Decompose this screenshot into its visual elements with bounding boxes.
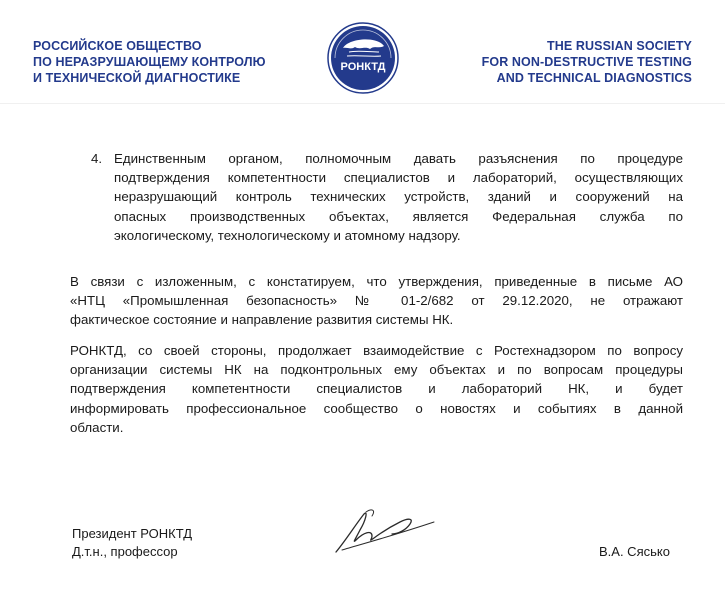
letterhead-ru-line: ПО НЕРАЗРУШАЮЩЕМУ КОНТРОЛЮ	[33, 55, 266, 69]
globe-emblem-icon	[327, 22, 399, 94]
text-line: подтверждения компетентности специалистов и лабораторий НК, и будет	[70, 381, 683, 397]
text-line: Единственным органом, полномочным давать разъяснения по процедуре	[114, 151, 683, 166]
signatory-name: В.А. Сясько	[599, 544, 670, 559]
letterhead-english-name	[482, 38, 692, 86]
signatory-title: Президент РОНКТД	[72, 526, 193, 541]
logo-text: РОНКТД	[340, 61, 386, 73]
text-line: области.	[70, 419, 124, 435]
header-divider	[0, 103, 725, 104]
letterhead-ru-line: И ТЕХНИЧЕСКОЙ ДИАГНОСТИКЕ	[33, 71, 241, 85]
text-line: «НТЦ «Промышленная безопасность» № 01-2/682 от 29.12.2020, не отражают	[70, 293, 683, 309]
handwritten-signature-icon	[322, 500, 442, 560]
text-line: РОНКТД, со своей стороны, продолжает взаимодействие с Ростехнадзором по вопросу	[70, 343, 683, 358]
cooperation-paragraph	[70, 341, 683, 437]
letterhead-en-line: THE RUSSIAN SOCIETY	[547, 39, 692, 53]
text-line: организации системы НК на подконтрольных ему объектах и по вопросам процедуры	[70, 362, 683, 378]
letterhead-ru-line: РОССИЙСКОЕ ОБЩЕСТВО	[33, 39, 202, 53]
text-line: неразрушающий контроль технических устройств, зданий и сооружений на	[114, 189, 683, 205]
letterhead-en-line: FOR NON-DESTRUCTIVE TESTING	[481, 55, 692, 69]
letterhead-russian-name	[33, 38, 266, 86]
conclusion-paragraph	[70, 272, 683, 330]
text-line: информировать профессиональное сообщество о новостях и событиях в данной	[70, 400, 683, 416]
list-item-text	[114, 149, 683, 245]
text-line: экологическому, технологическому и атомному надзору.	[114, 227, 461, 243]
list-item-number: 4.	[91, 151, 103, 166]
signatory-degree: Д.т.н., профессор	[72, 544, 178, 559]
text-line: фактическое состояние и направление развития системы НК.	[70, 312, 454, 328]
text-line: опасных производственных объектах, является Федеральная служба по	[114, 208, 683, 224]
text-line: подтверждения компетентности специалистов и лабораторий, осуществляющих	[114, 170, 683, 186]
letterhead-en-line: AND TECHNICAL DIAGNOSTICS	[496, 71, 692, 85]
text-line: В связи с изложенным, с констатируем, что утверждения, приведенные в письме АО	[70, 274, 683, 289]
signatory-block	[72, 525, 192, 561]
letterhead	[0, 0, 725, 104]
